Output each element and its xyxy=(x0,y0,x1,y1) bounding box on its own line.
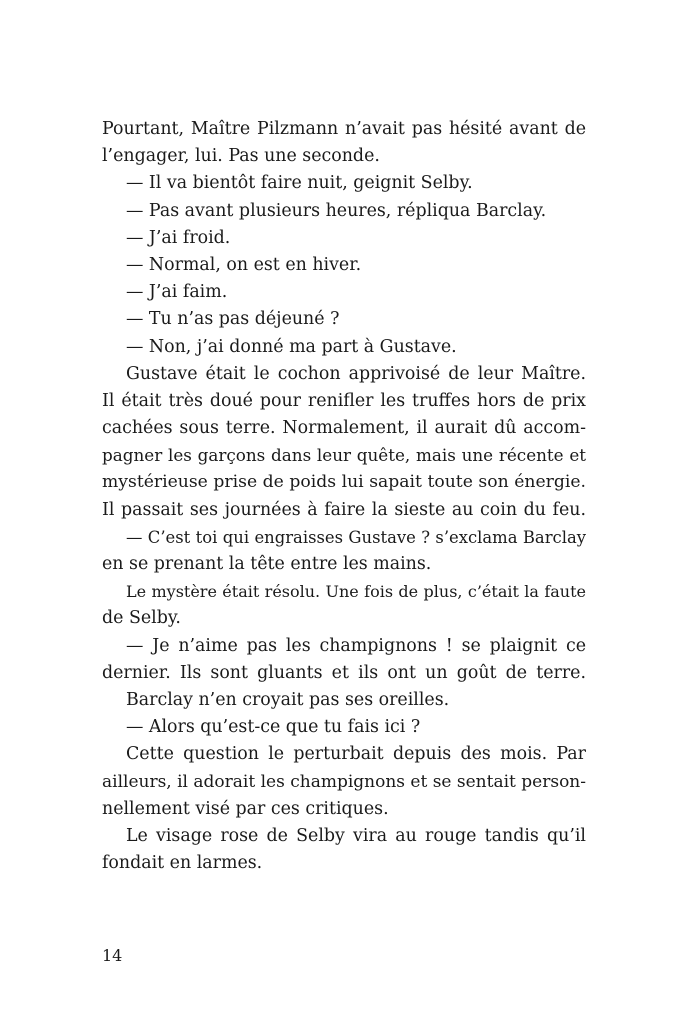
text-line-7: — J’ai faim. xyxy=(126,282,228,303)
text-line-24: Cette question le perturbait depuis des mois. Par xyxy=(126,744,586,765)
text-line-16: — C’est toi qui engraisses Gustave ? s’exclama Barclay xyxy=(126,527,586,547)
text-line-19: de Selby. xyxy=(102,608,181,629)
text-line-14: mystérieuse prise de poids lui sapait toute son énergie. xyxy=(102,472,586,493)
text-line-8: — Tu n’as pas déjeuné ? xyxy=(126,309,340,330)
page-number: 14 xyxy=(102,946,123,965)
text-line-5: — J’ai froid. xyxy=(126,227,231,248)
text-line-4: — Pas avant plusieurs heures, répliqua Barclay. xyxy=(126,200,547,221)
page-body xyxy=(102,116,586,877)
text-line-11: Il était très doué pour renifler les truffes hors de prix xyxy=(102,390,586,411)
text-line-22: Barclay n’en croyait pas ses oreilles. xyxy=(126,689,450,710)
text-line-1: Pourtant, Maître Pilzmann n’avait pas hésité avant de xyxy=(102,119,586,139)
text-line-3: — Il va bientôt faire nuit, geignit Selby. xyxy=(126,173,473,194)
text-line-13: pagner les garçons dans leur quête, mais une récente et xyxy=(102,445,586,466)
text-line-27: Le visage rose de Selby vira au rouge tandis qu’il xyxy=(126,825,586,846)
text-line-2: l’engager, lui. Pas une seconde. xyxy=(102,146,380,167)
text-line-18: Le mystère était résolu. Une fois de plus, c’était la faute xyxy=(126,582,586,602)
text-line-10: Gustave était le cochon apprivoisé de leur Maître. xyxy=(126,363,586,384)
text-line-6: — Normal, on est en hiver. xyxy=(126,254,362,275)
text-line-9: — Non, j’ai donné ma part à Gustave. xyxy=(126,336,457,357)
text-line-12: cachées sous terre. Normalement, il aurait dû accom- xyxy=(102,418,586,439)
text-line-26: nellement visé par ces critiques. xyxy=(102,798,389,819)
text-line-17: en se prenant la tête entre les mains. xyxy=(102,554,432,574)
text-line-25: ailleurs, il adorait les champignons et se sentait person- xyxy=(102,771,586,792)
text-line-20: — Je n’aime pas les champignons ! se plaignit ce xyxy=(126,635,586,656)
text-line-21: dernier. Ils sont gluants et ils ont un goût de terre. xyxy=(102,662,586,683)
text-line-23: — Alors qu’est-ce que tu fais ici ? xyxy=(126,717,421,738)
text-line-28: fondait en larmes. xyxy=(102,853,263,874)
text-line-15: Il passait ses journées à faire la sieste au coin du feu. xyxy=(102,499,586,520)
